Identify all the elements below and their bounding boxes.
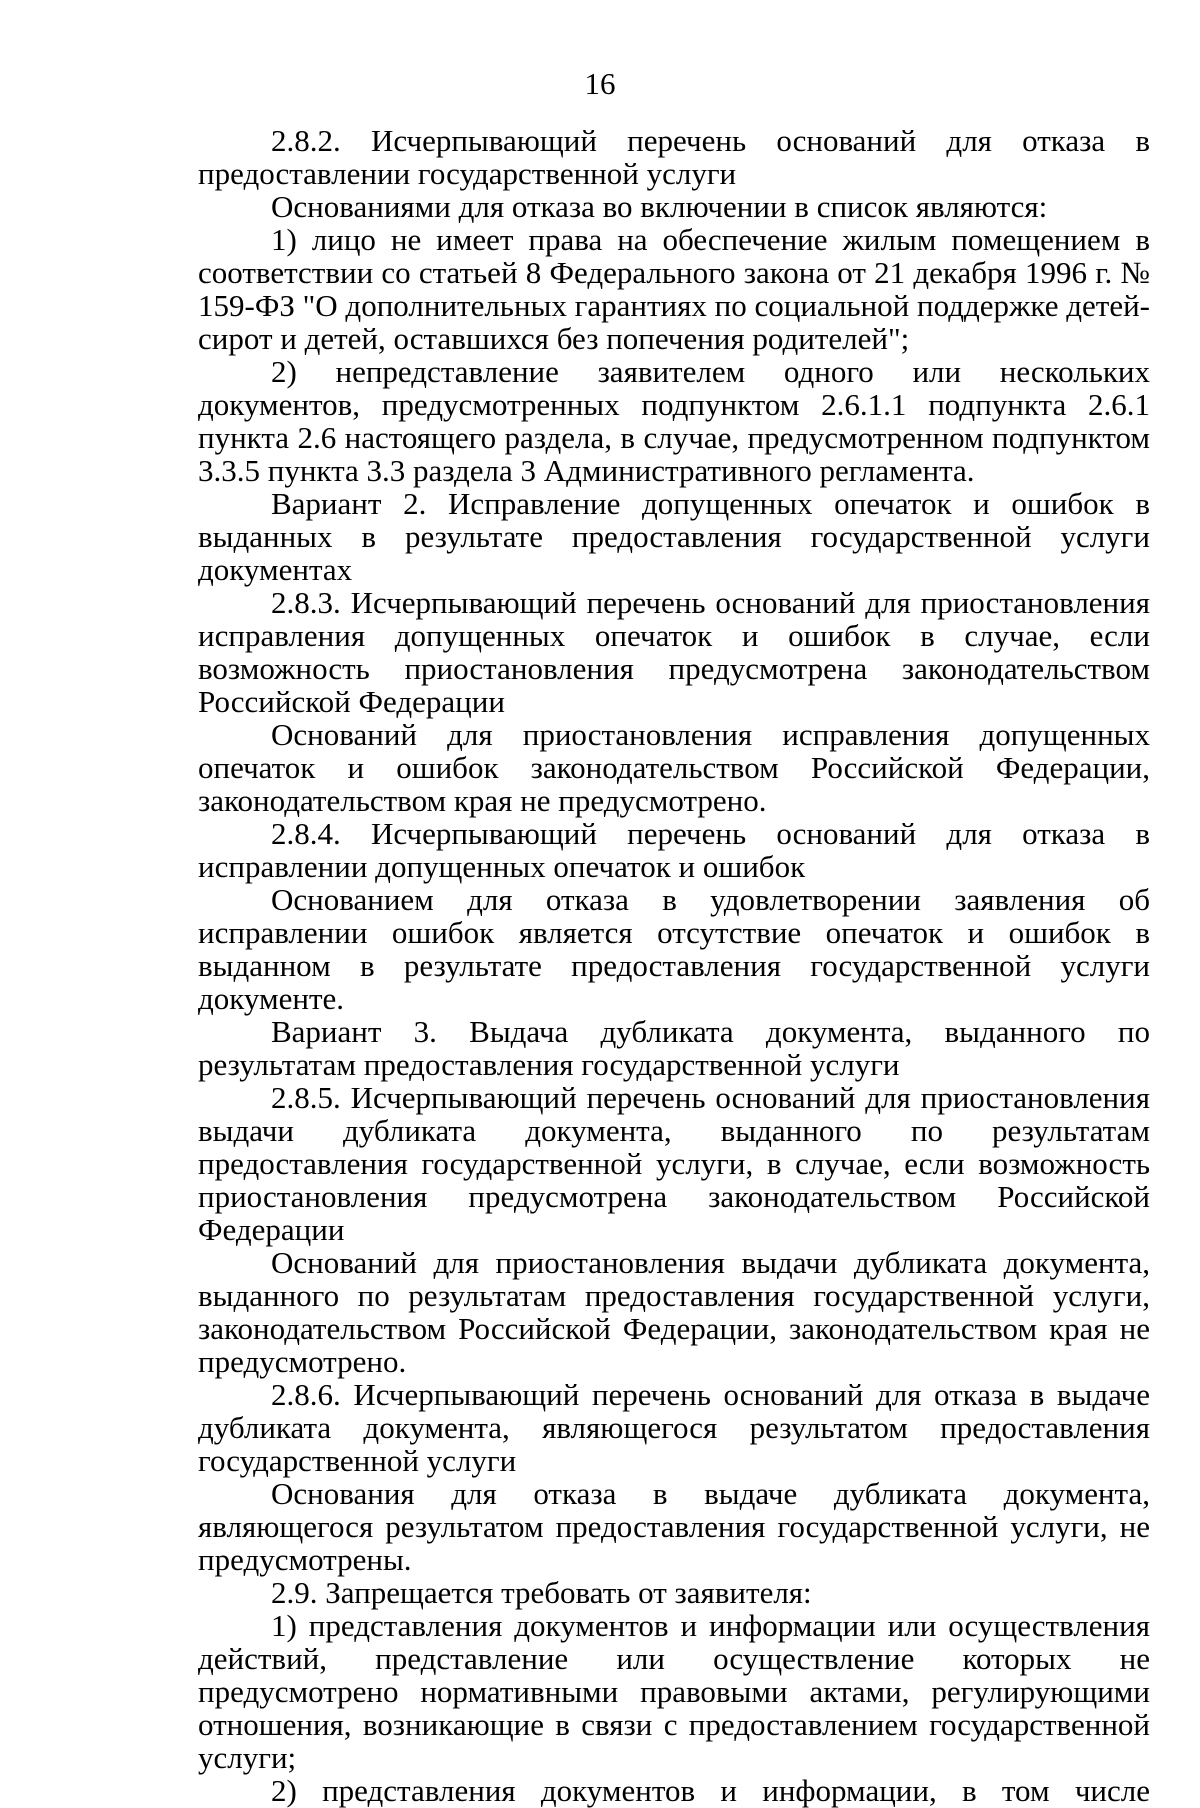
paragraph-refusal-ground-2: 2) непредставление заявителем одного или нескольких документов, предусмотренных подпунктом 2.6.1.1 подпункта 2.6.1 пункта 2.6 настоящего раздела, в случае, предусмотренном подпунктом 3.3.5 пункта 3.3 раздела 3 Административного регламента. <box>198 354 1150 488</box>
paragraph-variant-2-heading: Вариант 2. Исправление допущенных опечаток и ошибок в выданных в результате предоставления государственной услуги документах <box>198 486 1150 587</box>
paragraph-2-8-2-heading: 2.8.2. Исчерпывающий перечень оснований для отказа в предоставлении государственной услуги <box>198 123 1150 191</box>
paragraph-2-8-3-text: Оснований для приостановления исправления допущенных опечаток и ошибок законодательством Российской Федерации, законодательством края не предусмотрено. <box>198 717 1150 818</box>
paragraph-2-8-6-heading: 2.8.6. Исчерпывающий перечень оснований для отказа в выдаче дубликата документа, являющегося результатом предоставления государственной услуги <box>198 1377 1150 1478</box>
paragraph-refusal-ground-1: 1) лицо не имеет права на обеспечение жилым помещением в соответствии со статьей 8 Федерального закона от 21 декабря 1996 г. № 159-ФЗ "О дополнительных гарантиях по социальной поддержке детей-сирот и детей, оставшихся без попечения родителей"; <box>198 222 1150 356</box>
paragraph-2-9-item-1: 1) представления документов и информации или осуществления действий, представление или осуществление которых не предусмотрено нормативными правовыми актами, регулирующими отношения, возникающие в связи с предоставлением государственной услуги; <box>198 1608 1150 1775</box>
paragraph-2-8-4-heading: 2.8.4. Исчерпывающий перечень оснований для отказа в исправлении допущенных опечаток и ошибок <box>198 816 1150 884</box>
paragraph-2-8-4-text: Основанием для отказа в удовлетворении заявления об исправлении ошибок является отсутствие опечаток и ошибок в выданном в результате предоставления государственной услуги документе. <box>198 882 1150 1016</box>
paragraph-2-9-heading: 2.9. Запрещается требовать от заявителя: <box>271 1575 812 1610</box>
paragraph-refusal-grounds-intro: Основаниями для отказа во включении в список являются: <box>271 189 1048 224</box>
document-body <box>198 124 1150 1807</box>
paragraph-2-8-3-heading: 2.8.3. Исчерпывающий перечень оснований для приостановления исправления допущенных опечаток и ошибок в случае, если возможность приостановления предусмотрена законодательством Российской Федерации <box>198 585 1150 719</box>
paragraph-2-8-5-text: Оснований для приостановления выдачи дубликата документа, выданного по результатам предоставления государственной услуги, законодательством Российской Федерации, законодательством края не предусмотрено. <box>198 1245 1150 1379</box>
paragraph-2-8-6-text: Основания для отказа в выдаче дубликата документа, являющегося результатом предоставления государственной услуги, не предусмотрены. <box>198 1476 1150 1577</box>
paragraph-variant-3-heading: Вариант 3. Выдача дубликата документа, выданного по результатам предоставления государственной услуги <box>198 1014 1150 1082</box>
paragraph-2-9-item-2: 2) представления документов и информации, в том числе <box>271 1773 1150 1808</box>
page-number: 16 <box>584 66 616 101</box>
paragraph-2-8-5-heading: 2.8.5. Исчерпывающий перечень оснований для приостановления выдачи дубликата документа, выданного по результатам предоставления государственной услуги, в случае, если возможность приостановления предусмотрена законодательством Российской Федерации <box>198 1080 1150 1247</box>
